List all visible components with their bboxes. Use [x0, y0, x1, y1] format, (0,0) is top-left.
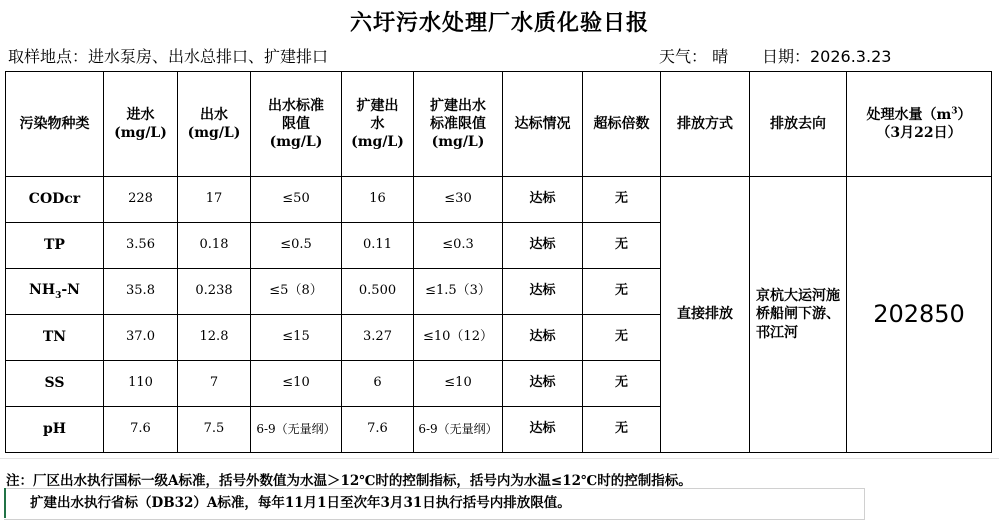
- row-exceed: 无: [583, 361, 661, 407]
- row-pollutant: SS: [6, 361, 104, 407]
- note-line-2: 扩建出水执行省标（DB32）A标准，每年11月1日至次年3月31日执行括号内排放限值。: [30, 495, 571, 511]
- row-compliance: 达标: [503, 407, 583, 453]
- header-volume-close: ）: [957, 106, 972, 123]
- row-inflow: 35.8: [104, 269, 178, 315]
- row-ext-outflow: 7.6: [342, 407, 414, 453]
- row-ext-outflow: 3.27: [342, 315, 414, 361]
- header-outflow-unit: (mg/L): [187, 125, 241, 141]
- row-outflow: 7: [178, 361, 251, 407]
- row-ext-outflow: 0.500: [342, 269, 414, 315]
- discharge-destination-cell: 京杭大运河施桥船闸下游、邗江河: [750, 177, 847, 453]
- report-title: 六圩污水处理厂水质化验日报: [349, 10, 649, 36]
- header-compliance: 达标情况: [503, 72, 583, 177]
- row-inflow: 3.56: [104, 223, 178, 269]
- header-ext-limit-unit: (mg/L): [431, 134, 485, 151]
- header-treated-volume: [847, 72, 992, 177]
- header-ext-limit: [414, 72, 503, 177]
- header-ext-outflow-unit: (mg/L): [351, 134, 404, 151]
- row-pollutant: TP: [6, 223, 104, 269]
- row-inflow: 228: [104, 177, 178, 223]
- row-ext-limit: ≤1.5（3）: [414, 269, 503, 315]
- row-exceed: 无: [583, 407, 661, 453]
- header-volume-text: 处理水量（m: [866, 106, 952, 123]
- header-row: [6, 72, 992, 177]
- row-compliance: 达标: [503, 361, 583, 407]
- row-pollutant: [6, 269, 104, 315]
- row-out-limit: ≤50: [251, 177, 342, 223]
- table-row: [6, 177, 992, 223]
- row-pollutant: CODcr: [6, 177, 104, 223]
- sheet-gridline: [0, 458, 999, 459]
- row-ext-limit: ≤10: [414, 361, 503, 407]
- row-compliance: 达标: [503, 177, 583, 223]
- row-ext-outflow: 6: [342, 361, 414, 407]
- header-volume-line1: [849, 106, 989, 124]
- row-compliance: 达标: [503, 223, 583, 269]
- header-inflow-unit: (mg/L): [114, 125, 167, 141]
- row-out-limit: ≤0.5: [251, 223, 342, 269]
- water-quality-table: [5, 71, 992, 453]
- header-volume-sup: 3: [951, 106, 958, 117]
- row-compliance: 达标: [503, 315, 583, 361]
- row-exceed: 无: [583, 315, 661, 361]
- row-outflow: 12.8: [178, 315, 251, 361]
- header-outflow: [178, 72, 251, 177]
- weather: 天气： 晴: [659, 47, 729, 66]
- header-volume-date: （3月22日）: [876, 125, 962, 141]
- pollutant-nh: NH: [29, 281, 56, 298]
- row-outflow: 0.18: [178, 223, 251, 269]
- row-out-limit: 6-9（无量纲）: [251, 407, 342, 453]
- row-ext-outflow: 16: [342, 177, 414, 223]
- row-compliance: 达标: [503, 269, 583, 315]
- row-pollutant: pH: [6, 407, 104, 453]
- header-pollutant: 污染物种类: [6, 72, 104, 177]
- row-inflow: 7.6: [104, 407, 178, 453]
- row-outflow: 0.238: [178, 269, 251, 315]
- report-date: 日期：2026.3.23: [762, 47, 892, 66]
- row-exceed: 无: [583, 223, 661, 269]
- header-out-limit-line2: 限值: [282, 115, 310, 132]
- row-inflow: 37.0: [104, 315, 178, 361]
- row-ext-limit: ≤0.3: [414, 223, 503, 269]
- header-outflow-label: 出水: [200, 106, 228, 123]
- header-discharge-method: 排放方式: [661, 72, 750, 177]
- row-outflow: 7.5: [178, 407, 251, 453]
- note-line-1: 注：厂区出水执行国标一级A标准，括号外数值为水温＞12℃时的控制指标，括号内为水温≤12℃时的控制指标。: [6, 473, 692, 489]
- row-exceed: 无: [583, 269, 661, 315]
- row-out-limit: ≤10: [251, 361, 342, 407]
- row-inflow: 110: [104, 361, 178, 407]
- header-out-limit-line1: 出水标准: [268, 97, 324, 114]
- row-ext-limit: ≤30: [414, 177, 503, 223]
- header-ext-outflow-line1: 扩建出: [356, 97, 399, 114]
- discharge-method-cell: 直接排放: [661, 177, 750, 453]
- row-ext-outflow: 0.11: [342, 223, 414, 269]
- header-discharge-destination: 排放去向: [750, 72, 847, 177]
- row-out-limit: ≤15: [251, 315, 342, 361]
- header-ext-outflow: [342, 72, 414, 177]
- header-out-limit-unit: (mg/L): [269, 134, 323, 151]
- header-ext-limit-line1: 扩建出水: [430, 97, 486, 114]
- row-ext-limit: 6-9（无量纲）: [414, 407, 503, 453]
- row-outflow: 17: [178, 177, 251, 223]
- header-ext-limit-line2: 标准限值: [430, 115, 486, 132]
- row-pollutant: TN: [6, 315, 104, 361]
- header-inflow: [104, 72, 178, 177]
- pollutant-n: -N: [61, 281, 80, 298]
- header-out-limit: [251, 72, 342, 177]
- row-exceed: 无: [583, 177, 661, 223]
- row-out-limit: ≤5（8）: [251, 269, 342, 315]
- header-exceed-multiple: 超标倍数: [583, 72, 661, 177]
- header-inflow-label: 进水: [126, 106, 155, 123]
- header-ext-outflow-line2: 水: [370, 115, 385, 132]
- treated-volume-cell: 202850: [847, 177, 992, 453]
- row-ext-limit: ≤10（12）: [414, 315, 503, 361]
- text-cursor: [4, 488, 6, 518]
- sampling-location: 取样地点：进水泵房、出水总排口、扩建排口: [8, 47, 329, 66]
- pollutant-subscript: 3: [55, 290, 62, 301]
